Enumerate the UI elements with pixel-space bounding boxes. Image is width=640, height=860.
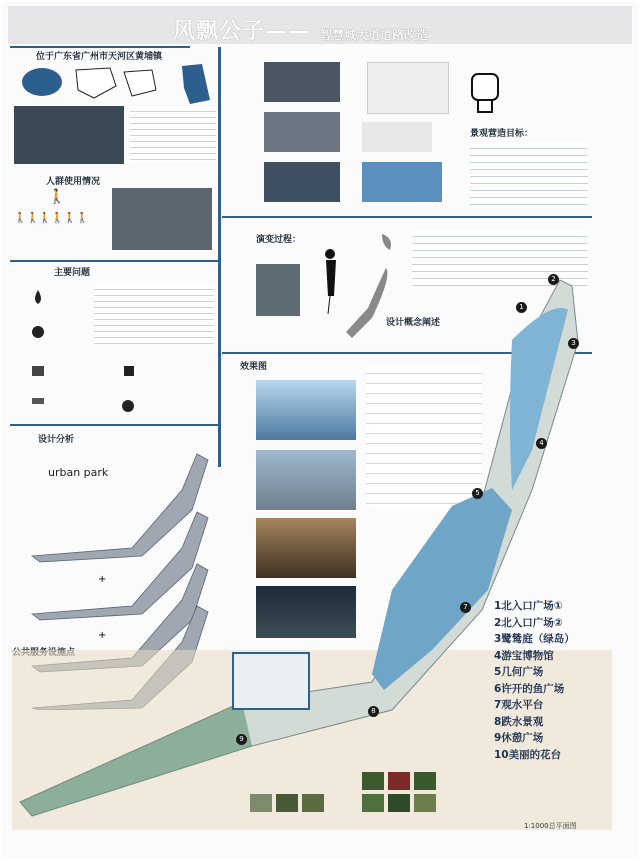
legend-item: 5几何广场 bbox=[494, 666, 544, 678]
section-inspiration: 演变过程： bbox=[256, 235, 302, 245]
divider-left bbox=[10, 260, 220, 262]
bottom-thumb-6 bbox=[414, 772, 436, 790]
legend-item: 1北入口广场① bbox=[494, 600, 563, 612]
poster-subtitle: 智慧城大道道路改造 bbox=[320, 28, 429, 42]
title-banner bbox=[8, 6, 632, 44]
section-goal: 景观营造目标： bbox=[470, 129, 534, 139]
thumb-street-2 bbox=[264, 112, 340, 152]
legend-item: 7观水平台 bbox=[494, 699, 544, 711]
thumb-street-1 bbox=[264, 62, 340, 102]
thumb-street-3 bbox=[264, 162, 340, 202]
poster-title: 风飘公子—— bbox=[173, 19, 312, 44]
marker-9: 9 bbox=[236, 734, 247, 745]
section-people: 人群使用情况 bbox=[46, 177, 101, 187]
plan-scale-label: 1:1000总平面图 bbox=[524, 822, 577, 830]
inset-plan bbox=[232, 652, 310, 710]
svg-text:+: + bbox=[98, 630, 107, 641]
section-problems: 主要问题 bbox=[54, 268, 91, 278]
marker-5: 5 bbox=[472, 488, 483, 499]
bottom-thumb-9 bbox=[414, 794, 436, 812]
marker-1: 1 bbox=[516, 302, 527, 313]
section-regional: 位于广东省广州市天河区黄埔镇 bbox=[36, 52, 163, 62]
bottom-thumb-2 bbox=[276, 794, 298, 812]
goal-text bbox=[470, 142, 588, 208]
poster-board bbox=[2, 2, 638, 858]
people-map bbox=[112, 188, 212, 250]
regional-text bbox=[130, 106, 216, 162]
regional-aerial-map bbox=[14, 106, 124, 164]
people-icons bbox=[12, 187, 112, 227]
divider-mid bbox=[222, 216, 592, 218]
thumb-plan-2 bbox=[362, 122, 432, 152]
divider-top bbox=[10, 46, 190, 48]
legend-item: 9休憩广场 bbox=[494, 732, 544, 744]
bottom-thumb-7 bbox=[362, 794, 384, 812]
urban-park-label: urban park bbox=[48, 466, 109, 479]
bottom-thumb-4 bbox=[362, 772, 384, 790]
location-maps bbox=[14, 60, 214, 106]
marker-7: 7 bbox=[460, 602, 471, 613]
bottom-thumb-1 bbox=[250, 794, 272, 812]
marker-8: 8 bbox=[368, 706, 379, 717]
section-design-analysis: 设计分析 bbox=[38, 435, 75, 445]
legend-item: 6许开的鱼广场 bbox=[494, 682, 565, 695]
bottom-thumb-8 bbox=[388, 794, 410, 812]
bottom-thumb-3 bbox=[302, 794, 324, 812]
svg-text:🚶: 🚶 bbox=[48, 189, 66, 205]
legend-item: 3鹭鸶庭（绿岛） bbox=[494, 633, 575, 645]
legend-item: 4游宝博物馆 bbox=[494, 649, 554, 662]
marker-3: 3 bbox=[568, 338, 579, 349]
thumb-plan-3 bbox=[362, 162, 442, 202]
legend-item: 8跌水景观 bbox=[494, 715, 544, 728]
thumb-plan-1 bbox=[367, 62, 449, 114]
svg-text:+: + bbox=[98, 574, 107, 585]
section-concept: 设计概念阐述 bbox=[386, 318, 441, 328]
section-renders: 效果图 bbox=[240, 362, 268, 372]
legend-item: 2北入口广场② bbox=[494, 616, 563, 629]
marker-4: 4 bbox=[536, 438, 547, 449]
bottom-thumb-5 bbox=[388, 772, 410, 790]
legend-item: 10美丽的花台 bbox=[494, 748, 562, 761]
marker-2: 2 bbox=[548, 274, 559, 285]
legend-list bbox=[494, 598, 575, 763]
fist-icon bbox=[464, 62, 506, 114]
svg-text:🚶🚶🚶🚶🚶🚶: 🚶🚶🚶🚶🚶🚶 bbox=[14, 213, 89, 224]
